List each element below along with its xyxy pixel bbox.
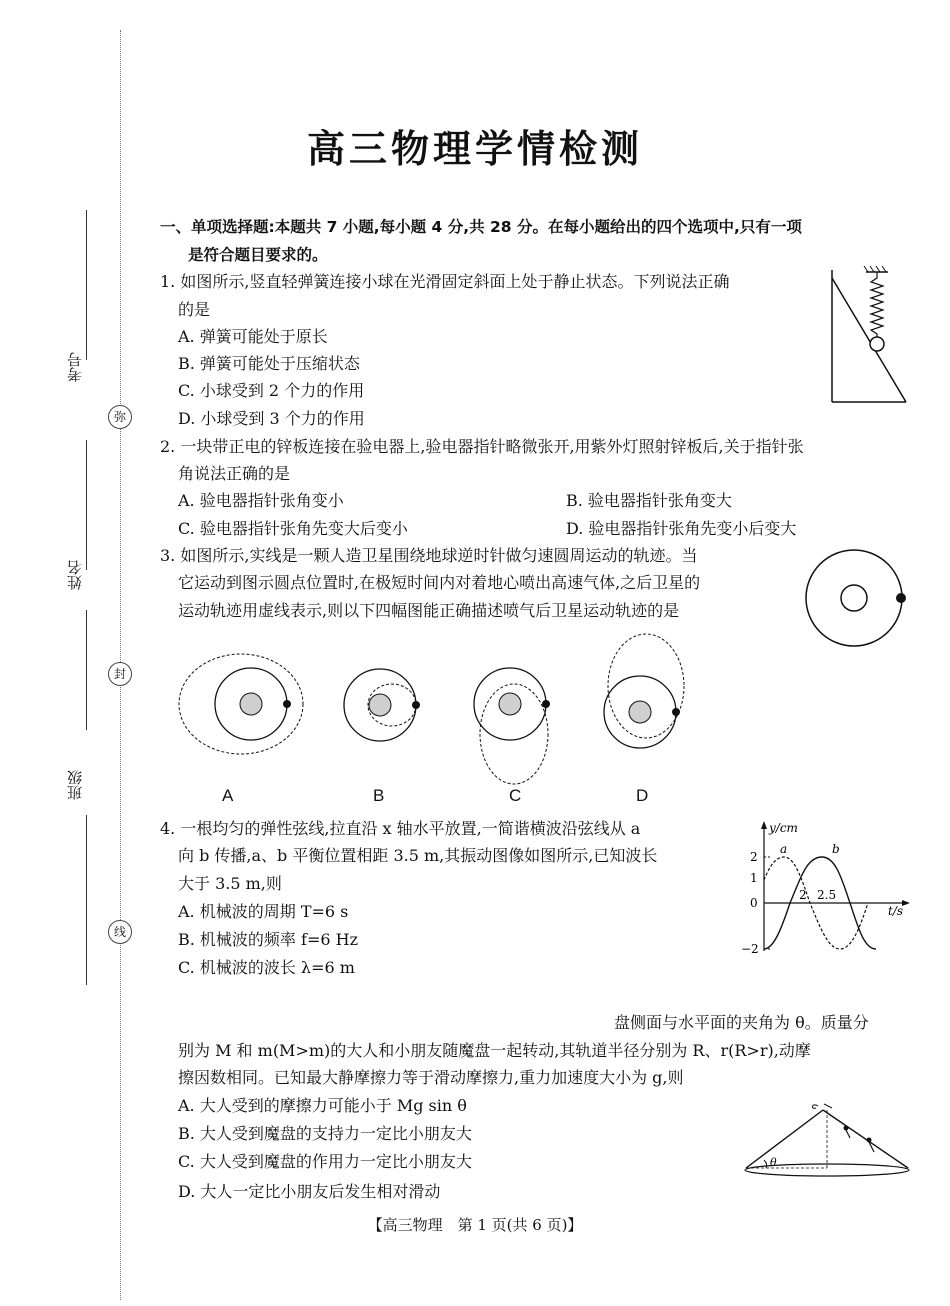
q4-xtick-2: 2: [799, 888, 807, 902]
exam-no-label: 考号: [66, 352, 84, 382]
section-heading-cont: 是符合题目要求的。: [188, 246, 328, 264]
q4-option-b: B. 机械波的频率 f=6 Hz: [178, 930, 358, 949]
q2-option-c: C. 验电器指针张角先变大后变小: [178, 519, 408, 538]
q5-option-a: A. 大人受到的摩擦力可能小于 Mg sin θ: [178, 1096, 467, 1115]
q3-label-c: C: [509, 786, 522, 805]
exam-no-underline: [86, 210, 87, 360]
q1-option-b: B. 弹簧可能处于压缩状态: [178, 354, 360, 373]
class-label: 班级: [66, 770, 84, 800]
q4-option-c: C. 机械波的波长 λ=6 m: [178, 958, 355, 977]
seal-char-feng: 封: [108, 662, 132, 686]
q2-option-b: B. 验电器指针张角变大: [566, 491, 732, 510]
q3-diagram-a: [175, 648, 305, 764]
q4-x-axis-label: t/s: [888, 904, 904, 918]
q2-stem-cont: 角说法正确的是: [178, 464, 291, 483]
q4-ytick-2: 2: [750, 850, 758, 864]
q3-diagram-c: [470, 662, 562, 788]
q5-stem-cont-1: 别为 M 和 m(M>m)的大人和小朋友随魔盘一起转动,其轨道半径分别为 R、r(R>r),动摩: [178, 1041, 811, 1060]
q3-diagram-d: [598, 632, 694, 760]
class-underline: [86, 815, 87, 985]
q5-stem: 盘侧面与水平面的夹角为 θ。质量分: [614, 1013, 869, 1032]
q3-label-a: A: [222, 786, 234, 805]
q5-option-d: D. 大人一定比小朋友后发生相对滑动: [178, 1182, 441, 1201]
q4-curve-b-label: b: [832, 842, 840, 856]
q4-y-axis-label: y/cm: [769, 821, 798, 835]
q3-orbit-figure: [800, 536, 912, 660]
q3-label-b: B: [373, 786, 385, 805]
q2-option-d: D. 验电器指针张角先变小后变大: [566, 519, 797, 538]
q4-ytick-1: 1: [750, 871, 758, 885]
q1-incline-spring-figure: [822, 262, 914, 410]
q2-option-a: A. 验电器指针张角变小: [178, 491, 344, 510]
page-title: 高三物理学情检测: [306, 127, 643, 171]
q4-ytick-neg2: −2: [741, 942, 759, 956]
q3-label-d: D: [636, 786, 649, 805]
name-underline: [86, 610, 87, 730]
q3-stem-cont-1: 它运动到图示圆点位置时,在极短时间内对着地心喷出高速气体,之后卫星的: [178, 573, 701, 592]
q4-vibration-graph: [740, 815, 920, 965]
section-heading: 一、单项选择题:本题共 7 小题,每小题 4 分,共 28 分。在每小题给出的四个选项中,只有一项: [160, 218, 802, 236]
q4-stem: 4. 一根均匀的弹性弦线,拉直沿 x 轴水平放置,一简谐横波沿弦线从 a: [160, 819, 641, 838]
page-footer: 【高三物理 第 1 页(共 6 页)】: [367, 1216, 583, 1234]
q5-option-b: B. 大人受到魔盘的支持力一定比小朋友大: [178, 1124, 472, 1143]
seal-char-mi: 弥: [108, 405, 132, 429]
q4-curve-a-label: a: [780, 842, 788, 856]
q1-option-c: C. 小球受到 2 个力的作用: [178, 381, 365, 400]
q4-stem-cont-1: 向 b 传播,a、b 平衡位置相距 3.5 m,其振动图像如图所示,已知波长: [178, 846, 658, 865]
q4-ytick-0: 0: [750, 896, 758, 910]
seal-char-xian: 线: [108, 920, 132, 944]
q3-diagram-b: [338, 665, 428, 749]
q5-magic-disk-figure: [740, 1098, 915, 1182]
q3-stem-cont-2: 运动轨迹用虚线表示,则以下四幅图能正确描述喷气后卫星运动轨迹的是: [178, 601, 680, 620]
q1-stem: 1. 如图所示,竖直轻弹簧连接小球在光滑固定斜面上处于静止状态。下列说法正确: [160, 272, 730, 291]
q4-option-a: A. 机械波的周期 T=6 s: [178, 902, 349, 921]
q1-stem-cont: 的是: [178, 300, 211, 319]
q2-stem: 2. 一块带正电的锌板连接在验电器上,验电器指针略微张开,用紫外灯照射锌板后,关于指针张: [160, 437, 804, 456]
q3-stem: 3. 如图所示,实线是一颗人造卫星围绕地球逆时针做匀速圆周运动的轨迹。当: [160, 546, 698, 565]
name-underline-top: [86, 440, 87, 570]
q5-angle-label: θ: [770, 1156, 777, 1169]
q4-stem-cont-2: 大于 3.5 m,则: [178, 874, 282, 893]
q1-option-d: D. 小球受到 3 个力的作用: [178, 409, 365, 428]
q5-option-c: C. 大人受到魔盘的作用力一定比小朋友大: [178, 1152, 472, 1171]
name-label: 姓名: [66, 560, 84, 590]
q1-option-a: A. 弹簧可能处于原长: [178, 327, 328, 346]
q4-xtick-2-5: 2.5: [817, 888, 837, 902]
q5-stem-cont-2: 擦因数相同。已知最大静摩擦力等于滑动摩擦力,重力加速度大小为 g,则: [178, 1068, 684, 1087]
